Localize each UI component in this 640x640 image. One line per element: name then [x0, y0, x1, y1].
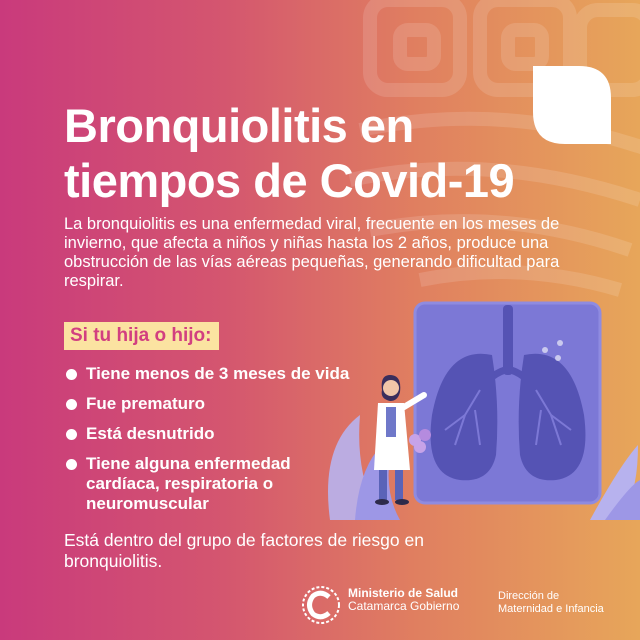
risk-factor-list: [66, 364, 356, 524]
risk-heading-badge: Si tu hija o hijo:: [64, 322, 219, 350]
page-title: [64, 98, 584, 208]
intro-paragraph: La bronquiolitis es una enfermedad viral, frecuente en los meses de invierno, que afecta a niños y niñas hasta los 2 años, produce una obstrucción de las vías aéreas pequeñas, generando dificultad para respirar.: [64, 215, 560, 290]
risk-factor-item: [66, 424, 356, 444]
department-name: [498, 590, 604, 616]
title-line-2: tiempos de Covid-19: [64, 154, 515, 207]
conclusion-text: Está dentro del grupo de factores de riesgo en bronquiolitis.: [64, 530, 424, 571]
risk-factor-item: [66, 364, 356, 384]
risk-factor-item: [66, 454, 356, 514]
ministry-title: Ministerio de Salud: [348, 586, 459, 600]
ministry-c-logo-icon: [300, 584, 342, 626]
risk-factor-item: [66, 394, 356, 414]
risk-factor-text: Está desnutrido: [86, 424, 215, 443]
department-line-2: Maternidad e Infancia: [498, 603, 604, 615]
ministry-subtitle: Catamarca Gobierno: [348, 599, 460, 613]
bullet-dot-icon: [66, 369, 77, 380]
ministry-name: [348, 587, 459, 613]
bullet-dot-icon: [66, 399, 77, 410]
title-line-1: Bronquiolitis en: [64, 99, 414, 152]
bullet-dot-icon: [66, 459, 77, 470]
bullet-dot-icon: [66, 429, 77, 440]
risk-factor-text: Tiene menos de 3 meses de vida: [86, 364, 350, 383]
lungs-illustration: [320, 295, 640, 525]
risk-factor-text: Fue prematuro: [86, 394, 206, 413]
department-line-1: Dirección de: [498, 590, 560, 602]
risk-factor-text: Tiene alguna enfermedad cardíaca, respiratoria o neuromuscular: [86, 454, 291, 513]
